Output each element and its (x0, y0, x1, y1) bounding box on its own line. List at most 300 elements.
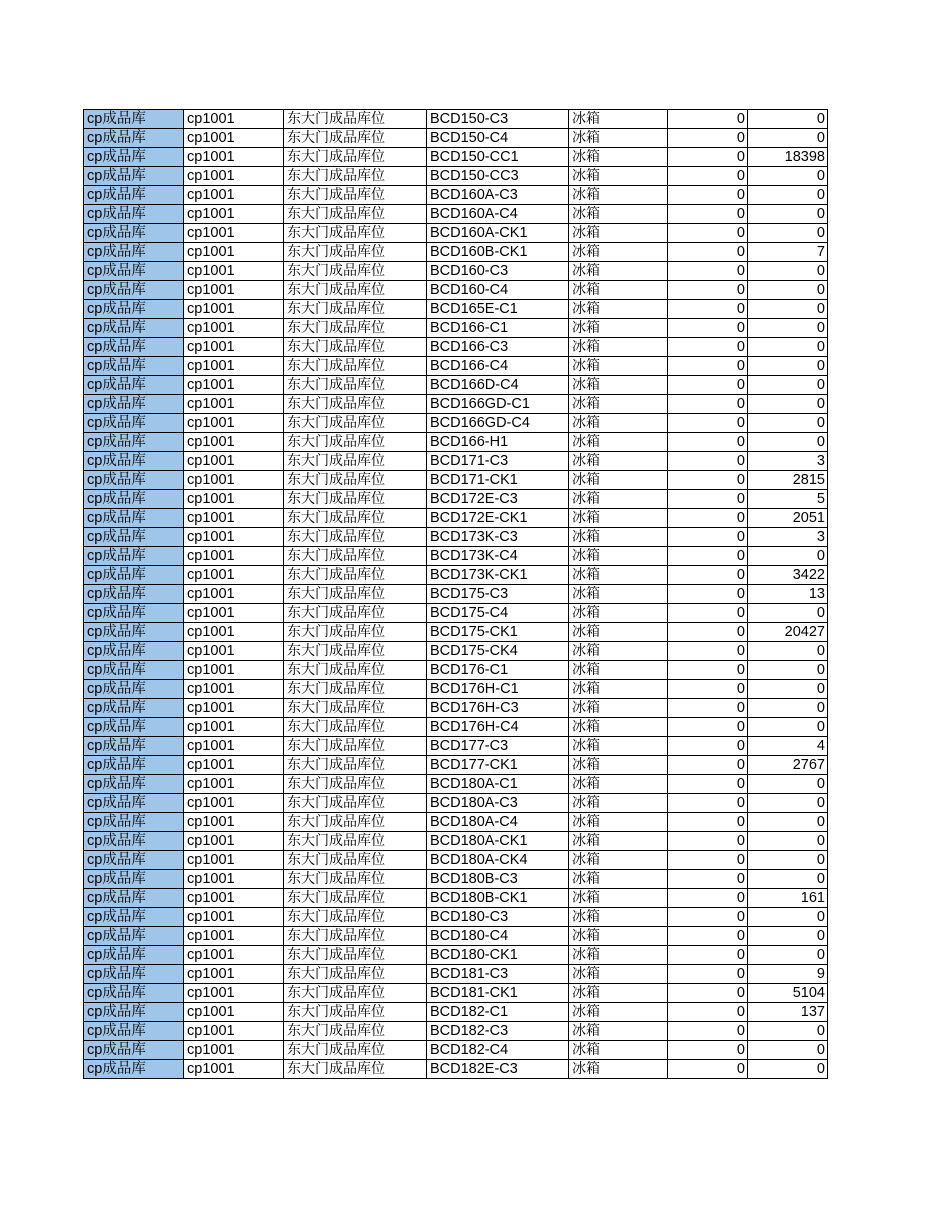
qty-a-cell[interactable]: 0 (668, 509, 748, 528)
model-cell[interactable]: BCD180-C4 (427, 927, 569, 946)
qty-b-cell[interactable]: 0 (748, 1022, 828, 1041)
qty-a-cell[interactable]: 0 (668, 737, 748, 756)
warehouse-cell[interactable]: cp成品库 (84, 509, 184, 528)
location-cell[interactable]: 东大门成品库位 (284, 604, 427, 623)
location-cell[interactable]: 东大门成品库位 (284, 148, 427, 167)
model-cell[interactable]: BCD177-CK1 (427, 756, 569, 775)
category-cell[interactable]: 冰箱 (569, 528, 668, 547)
qty-b-cell[interactable]: 0 (748, 224, 828, 243)
warehouse-code-cell[interactable]: cp1001 (184, 851, 284, 870)
location-cell[interactable]: 东大门成品库位 (284, 699, 427, 718)
location-cell[interactable]: 东大门成品库位 (284, 794, 427, 813)
warehouse-code-cell[interactable]: cp1001 (184, 832, 284, 851)
warehouse-cell[interactable]: cp成品库 (84, 1003, 184, 1022)
category-cell[interactable]: 冰箱 (569, 680, 668, 699)
model-cell[interactable]: BCD175-C3 (427, 585, 569, 604)
category-cell[interactable]: 冰箱 (569, 1041, 668, 1060)
location-cell[interactable]: 东大门成品库位 (284, 566, 427, 585)
warehouse-cell[interactable]: cp成品库 (84, 623, 184, 642)
model-cell[interactable]: BCD175-CK4 (427, 642, 569, 661)
qty-b-cell[interactable]: 0 (748, 205, 828, 224)
qty-b-cell[interactable]: 0 (748, 908, 828, 927)
category-cell[interactable]: 冰箱 (569, 794, 668, 813)
qty-a-cell[interactable]: 0 (668, 167, 748, 186)
qty-a-cell[interactable]: 0 (668, 1060, 748, 1079)
category-cell[interactable]: 冰箱 (569, 243, 668, 262)
qty-b-cell[interactable]: 5104 (748, 984, 828, 1003)
warehouse-cell[interactable]: cp成品库 (84, 205, 184, 224)
model-cell[interactable]: BCD171-C3 (427, 452, 569, 471)
qty-a-cell[interactable]: 0 (668, 984, 748, 1003)
qty-a-cell[interactable]: 0 (668, 604, 748, 623)
qty-b-cell[interactable]: 2767 (748, 756, 828, 775)
qty-a-cell[interactable]: 0 (668, 927, 748, 946)
warehouse-code-cell[interactable]: cp1001 (184, 794, 284, 813)
category-cell[interactable]: 冰箱 (569, 908, 668, 927)
category-cell[interactable]: 冰箱 (569, 414, 668, 433)
warehouse-cell[interactable]: cp成品库 (84, 300, 184, 319)
qty-a-cell[interactable]: 0 (668, 1022, 748, 1041)
qty-a-cell[interactable]: 0 (668, 129, 748, 148)
category-cell[interactable]: 冰箱 (569, 490, 668, 509)
warehouse-cell[interactable]: cp成品库 (84, 661, 184, 680)
location-cell[interactable]: 东大门成品库位 (284, 813, 427, 832)
category-cell[interactable]: 冰箱 (569, 1022, 668, 1041)
warehouse-cell[interactable]: cp成品库 (84, 965, 184, 984)
model-cell[interactable]: BCD181-CK1 (427, 984, 569, 1003)
category-cell[interactable]: 冰箱 (569, 813, 668, 832)
warehouse-code-cell[interactable]: cp1001 (184, 1060, 284, 1079)
qty-a-cell[interactable]: 0 (668, 870, 748, 889)
qty-a-cell[interactable]: 0 (668, 623, 748, 642)
qty-a-cell[interactable]: 0 (668, 471, 748, 490)
category-cell[interactable]: 冰箱 (569, 186, 668, 205)
category-cell[interactable]: 冰箱 (569, 851, 668, 870)
location-cell[interactable]: 东大门成品库位 (284, 471, 427, 490)
location-cell[interactable]: 东大门成品库位 (284, 1003, 427, 1022)
location-cell[interactable]: 东大门成品库位 (284, 452, 427, 471)
model-cell[interactable]: BCD160A-CK1 (427, 224, 569, 243)
category-cell[interactable]: 冰箱 (569, 927, 668, 946)
qty-b-cell[interactable]: 0 (748, 319, 828, 338)
qty-a-cell[interactable]: 0 (668, 718, 748, 737)
qty-a-cell[interactable]: 0 (668, 452, 748, 471)
category-cell[interactable]: 冰箱 (569, 1060, 668, 1079)
warehouse-code-cell[interactable]: cp1001 (184, 680, 284, 699)
category-cell[interactable]: 冰箱 (569, 737, 668, 756)
model-cell[interactable]: BCD173K-CK1 (427, 566, 569, 585)
warehouse-cell[interactable]: cp成品库 (84, 699, 184, 718)
warehouse-code-cell[interactable]: cp1001 (184, 167, 284, 186)
warehouse-cell[interactable]: cp成品库 (84, 984, 184, 1003)
model-cell[interactable]: BCD176-C1 (427, 661, 569, 680)
qty-b-cell[interactable]: 5 (748, 490, 828, 509)
model-cell[interactable]: BCD177-C3 (427, 737, 569, 756)
model-cell[interactable]: BCD180A-CK4 (427, 851, 569, 870)
location-cell[interactable]: 东大门成品库位 (284, 338, 427, 357)
qty-a-cell[interactable]: 0 (668, 1003, 748, 1022)
qty-b-cell[interactable]: 2815 (748, 471, 828, 490)
qty-a-cell[interactable]: 0 (668, 262, 748, 281)
model-cell[interactable]: BCD175-C4 (427, 604, 569, 623)
category-cell[interactable]: 冰箱 (569, 129, 668, 148)
location-cell[interactable]: 东大门成品库位 (284, 129, 427, 148)
model-cell[interactable]: BCD173K-C4 (427, 547, 569, 566)
category-cell[interactable]: 冰箱 (569, 167, 668, 186)
qty-a-cell[interactable]: 0 (668, 414, 748, 433)
warehouse-code-cell[interactable]: cp1001 (184, 357, 284, 376)
warehouse-cell[interactable]: cp成品库 (84, 186, 184, 205)
category-cell[interactable]: 冰箱 (569, 509, 668, 528)
warehouse-code-cell[interactable]: cp1001 (184, 452, 284, 471)
warehouse-cell[interactable]: cp成品库 (84, 775, 184, 794)
warehouse-cell[interactable]: cp成品库 (84, 148, 184, 167)
warehouse-cell[interactable]: cp成品库 (84, 547, 184, 566)
category-cell[interactable]: 冰箱 (569, 832, 668, 851)
warehouse-cell[interactable]: cp成品库 (84, 585, 184, 604)
location-cell[interactable]: 东大门成品库位 (284, 357, 427, 376)
warehouse-code-cell[interactable]: cp1001 (184, 984, 284, 1003)
location-cell[interactable]: 东大门成品库位 (284, 1022, 427, 1041)
location-cell[interactable]: 东大门成品库位 (284, 395, 427, 414)
qty-a-cell[interactable]: 0 (668, 965, 748, 984)
location-cell[interactable]: 东大门成品库位 (284, 167, 427, 186)
warehouse-code-cell[interactable]: cp1001 (184, 604, 284, 623)
qty-b-cell[interactable]: 0 (748, 699, 828, 718)
qty-a-cell[interactable]: 0 (668, 566, 748, 585)
warehouse-code-cell[interactable]: cp1001 (184, 661, 284, 680)
warehouse-code-cell[interactable]: cp1001 (184, 338, 284, 357)
category-cell[interactable]: 冰箱 (569, 756, 668, 775)
qty-a-cell[interactable]: 0 (668, 243, 748, 262)
model-cell[interactable]: BCD182-C3 (427, 1022, 569, 1041)
warehouse-cell[interactable]: cp成品库 (84, 1041, 184, 1060)
warehouse-code-cell[interactable]: cp1001 (184, 300, 284, 319)
category-cell[interactable]: 冰箱 (569, 110, 668, 129)
qty-b-cell[interactable]: 20427 (748, 623, 828, 642)
warehouse-code-cell[interactable]: cp1001 (184, 566, 284, 585)
warehouse-cell[interactable]: cp成品库 (84, 528, 184, 547)
warehouse-code-cell[interactable]: cp1001 (184, 1022, 284, 1041)
qty-a-cell[interactable]: 0 (668, 338, 748, 357)
model-cell[interactable]: BCD150-CC1 (427, 148, 569, 167)
category-cell[interactable]: 冰箱 (569, 699, 668, 718)
warehouse-code-cell[interactable]: cp1001 (184, 870, 284, 889)
model-cell[interactable]: BCD166-C3 (427, 338, 569, 357)
warehouse-cell[interactable]: cp成品库 (84, 927, 184, 946)
qty-b-cell[interactable]: 0 (748, 642, 828, 661)
model-cell[interactable]: BCD172E-C3 (427, 490, 569, 509)
qty-b-cell[interactable]: 13 (748, 585, 828, 604)
location-cell[interactable]: 东大门成品库位 (284, 946, 427, 965)
qty-b-cell[interactable]: 9 (748, 965, 828, 984)
warehouse-code-cell[interactable]: cp1001 (184, 642, 284, 661)
qty-b-cell[interactable]: 0 (748, 338, 828, 357)
warehouse-code-cell[interactable]: cp1001 (184, 376, 284, 395)
warehouse-cell[interactable]: cp成品库 (84, 395, 184, 414)
model-cell[interactable]: BCD176H-C3 (427, 699, 569, 718)
warehouse-cell[interactable]: cp成品库 (84, 490, 184, 509)
warehouse-cell[interactable]: cp成品库 (84, 110, 184, 129)
qty-a-cell[interactable]: 0 (668, 756, 748, 775)
warehouse-cell[interactable]: cp成品库 (84, 680, 184, 699)
warehouse-code-cell[interactable]: cp1001 (184, 699, 284, 718)
model-cell[interactable]: BCD180A-C3 (427, 794, 569, 813)
model-cell[interactable]: BCD166-H1 (427, 433, 569, 452)
location-cell[interactable]: 东大门成品库位 (284, 756, 427, 775)
warehouse-cell[interactable]: cp成品库 (84, 281, 184, 300)
qty-b-cell[interactable]: 0 (748, 870, 828, 889)
qty-b-cell[interactable]: 7 (748, 243, 828, 262)
model-cell[interactable]: BCD180B-CK1 (427, 889, 569, 908)
category-cell[interactable]: 冰箱 (569, 471, 668, 490)
warehouse-code-cell[interactable]: cp1001 (184, 585, 284, 604)
location-cell[interactable]: 东大门成品库位 (284, 509, 427, 528)
qty-b-cell[interactable]: 0 (748, 376, 828, 395)
model-cell[interactable]: BCD182-C4 (427, 1041, 569, 1060)
warehouse-code-cell[interactable]: cp1001 (184, 129, 284, 148)
qty-a-cell[interactable]: 0 (668, 547, 748, 566)
warehouse-code-cell[interactable]: cp1001 (184, 775, 284, 794)
location-cell[interactable]: 东大门成品库位 (284, 718, 427, 737)
category-cell[interactable]: 冰箱 (569, 376, 668, 395)
warehouse-code-cell[interactable]: cp1001 (184, 262, 284, 281)
warehouse-cell[interactable]: cp成品库 (84, 243, 184, 262)
warehouse-cell[interactable]: cp成品库 (84, 908, 184, 927)
qty-a-cell[interactable]: 0 (668, 699, 748, 718)
model-cell[interactable]: BCD166D-C4 (427, 376, 569, 395)
warehouse-cell[interactable]: cp成品库 (84, 889, 184, 908)
qty-a-cell[interactable]: 0 (668, 851, 748, 870)
location-cell[interactable]: 东大门成品库位 (284, 775, 427, 794)
qty-b-cell[interactable]: 0 (748, 946, 828, 965)
location-cell[interactable]: 东大门成品库位 (284, 490, 427, 509)
model-cell[interactable]: BCD150-C3 (427, 110, 569, 129)
category-cell[interactable]: 冰箱 (569, 338, 668, 357)
warehouse-code-cell[interactable]: cp1001 (184, 490, 284, 509)
category-cell[interactable]: 冰箱 (569, 433, 668, 452)
qty-a-cell[interactable]: 0 (668, 832, 748, 851)
warehouse-cell[interactable]: cp成品库 (84, 357, 184, 376)
warehouse-code-cell[interactable]: cp1001 (184, 319, 284, 338)
qty-b-cell[interactable]: 0 (748, 813, 828, 832)
warehouse-code-cell[interactable]: cp1001 (184, 623, 284, 642)
model-cell[interactable]: BCD176H-C1 (427, 680, 569, 699)
location-cell[interactable]: 东大门成品库位 (284, 965, 427, 984)
qty-b-cell[interactable]: 0 (748, 604, 828, 623)
warehouse-code-cell[interactable]: cp1001 (184, 528, 284, 547)
category-cell[interactable]: 冰箱 (569, 661, 668, 680)
location-cell[interactable]: 东大门成品库位 (284, 243, 427, 262)
model-cell[interactable]: BCD160A-C4 (427, 205, 569, 224)
model-cell[interactable]: BCD171-CK1 (427, 471, 569, 490)
warehouse-cell[interactable]: cp成品库 (84, 870, 184, 889)
model-cell[interactable]: BCD182-C1 (427, 1003, 569, 1022)
warehouse-code-cell[interactable]: cp1001 (184, 110, 284, 129)
model-cell[interactable]: BCD182E-C3 (427, 1060, 569, 1079)
location-cell[interactable]: 东大门成品库位 (284, 661, 427, 680)
category-cell[interactable]: 冰箱 (569, 224, 668, 243)
qty-a-cell[interactable]: 0 (668, 889, 748, 908)
warehouse-code-cell[interactable]: cp1001 (184, 148, 284, 167)
qty-a-cell[interactable]: 0 (668, 433, 748, 452)
warehouse-code-cell[interactable]: cp1001 (184, 547, 284, 566)
location-cell[interactable]: 东大门成品库位 (284, 889, 427, 908)
model-cell[interactable]: BCD160-C3 (427, 262, 569, 281)
qty-b-cell[interactable]: 161 (748, 889, 828, 908)
qty-a-cell[interactable]: 0 (668, 794, 748, 813)
location-cell[interactable]: 东大门成品库位 (284, 547, 427, 566)
location-cell[interactable]: 东大门成品库位 (284, 281, 427, 300)
location-cell[interactable]: 东大门成品库位 (284, 1060, 427, 1079)
qty-a-cell[interactable]: 0 (668, 1041, 748, 1060)
category-cell[interactable]: 冰箱 (569, 775, 668, 794)
qty-b-cell[interactable]: 0 (748, 680, 828, 699)
model-cell[interactable]: BCD165E-C1 (427, 300, 569, 319)
category-cell[interactable]: 冰箱 (569, 623, 668, 642)
qty-a-cell[interactable]: 0 (668, 224, 748, 243)
location-cell[interactable]: 东大门成品库位 (284, 832, 427, 851)
qty-a-cell[interactable]: 0 (668, 376, 748, 395)
qty-a-cell[interactable]: 0 (668, 186, 748, 205)
model-cell[interactable]: BCD173K-C3 (427, 528, 569, 547)
category-cell[interactable]: 冰箱 (569, 281, 668, 300)
model-cell[interactable]: BCD180A-C4 (427, 813, 569, 832)
location-cell[interactable]: 东大门成品库位 (284, 414, 427, 433)
qty-a-cell[interactable]: 0 (668, 775, 748, 794)
location-cell[interactable]: 东大门成品库位 (284, 737, 427, 756)
qty-b-cell[interactable]: 0 (748, 357, 828, 376)
model-cell[interactable]: BCD160-C4 (427, 281, 569, 300)
model-cell[interactable]: BCD180-CK1 (427, 946, 569, 965)
warehouse-cell[interactable]: cp成品库 (84, 642, 184, 661)
qty-b-cell[interactable]: 18398 (748, 148, 828, 167)
warehouse-code-cell[interactable]: cp1001 (184, 889, 284, 908)
category-cell[interactable]: 冰箱 (569, 566, 668, 585)
location-cell[interactable]: 东大门成品库位 (284, 851, 427, 870)
category-cell[interactable]: 冰箱 (569, 965, 668, 984)
qty-b-cell[interactable]: 0 (748, 414, 828, 433)
warehouse-cell[interactable]: cp成品库 (84, 851, 184, 870)
warehouse-cell[interactable]: cp成品库 (84, 452, 184, 471)
qty-a-cell[interactable]: 0 (668, 357, 748, 376)
warehouse-code-cell[interactable]: cp1001 (184, 395, 284, 414)
qty-a-cell[interactable]: 0 (668, 300, 748, 319)
warehouse-code-cell[interactable]: cp1001 (184, 813, 284, 832)
model-cell[interactable]: BCD181-C3 (427, 965, 569, 984)
location-cell[interactable]: 东大门成品库位 (284, 319, 427, 338)
category-cell[interactable]: 冰箱 (569, 205, 668, 224)
location-cell[interactable]: 东大门成品库位 (284, 110, 427, 129)
qty-a-cell[interactable]: 0 (668, 319, 748, 338)
qty-b-cell[interactable]: 0 (748, 433, 828, 452)
location-cell[interactable]: 东大门成品库位 (284, 433, 427, 452)
qty-b-cell[interactable]: 0 (748, 832, 828, 851)
warehouse-cell[interactable]: cp成品库 (84, 433, 184, 452)
warehouse-code-cell[interactable]: cp1001 (184, 243, 284, 262)
model-cell[interactable]: BCD175-CK1 (427, 623, 569, 642)
category-cell[interactable]: 冰箱 (569, 395, 668, 414)
category-cell[interactable]: 冰箱 (569, 148, 668, 167)
qty-b-cell[interactable]: 0 (748, 718, 828, 737)
qty-b-cell[interactable]: 0 (748, 1060, 828, 1079)
location-cell[interactable]: 东大门成品库位 (284, 927, 427, 946)
qty-a-cell[interactable]: 0 (668, 528, 748, 547)
warehouse-code-cell[interactable]: cp1001 (184, 908, 284, 927)
qty-b-cell[interactable]: 0 (748, 186, 828, 205)
warehouse-code-cell[interactable]: cp1001 (184, 414, 284, 433)
category-cell[interactable]: 冰箱 (569, 889, 668, 908)
location-cell[interactable]: 东大门成品库位 (284, 585, 427, 604)
qty-a-cell[interactable]: 0 (668, 585, 748, 604)
location-cell[interactable]: 东大门成品库位 (284, 376, 427, 395)
location-cell[interactable]: 东大门成品库位 (284, 870, 427, 889)
qty-b-cell[interactable]: 0 (748, 775, 828, 794)
qty-b-cell[interactable]: 3 (748, 452, 828, 471)
qty-b-cell[interactable]: 0 (748, 110, 828, 129)
category-cell[interactable]: 冰箱 (569, 718, 668, 737)
category-cell[interactable]: 冰箱 (569, 604, 668, 623)
warehouse-cell[interactable]: cp成品库 (84, 167, 184, 186)
model-cell[interactable]: BCD172E-CK1 (427, 509, 569, 528)
model-cell[interactable]: BCD160A-C3 (427, 186, 569, 205)
model-cell[interactable]: BCD150-C4 (427, 129, 569, 148)
category-cell[interactable]: 冰箱 (569, 870, 668, 889)
warehouse-cell[interactable]: cp成品库 (84, 737, 184, 756)
warehouse-cell[interactable]: cp成品库 (84, 224, 184, 243)
qty-b-cell[interactable]: 0 (748, 851, 828, 870)
location-cell[interactable]: 东大门成品库位 (284, 623, 427, 642)
model-cell[interactable]: BCD180A-CK1 (427, 832, 569, 851)
warehouse-code-cell[interactable]: cp1001 (184, 205, 284, 224)
warehouse-cell[interactable]: cp成品库 (84, 319, 184, 338)
model-cell[interactable]: BCD166-C1 (427, 319, 569, 338)
warehouse-cell[interactable]: cp成品库 (84, 1022, 184, 1041)
category-cell[interactable]: 冰箱 (569, 547, 668, 566)
warehouse-cell[interactable]: cp成品库 (84, 566, 184, 585)
warehouse-code-cell[interactable]: cp1001 (184, 509, 284, 528)
location-cell[interactable]: 东大门成品库位 (284, 262, 427, 281)
warehouse-code-cell[interactable]: cp1001 (184, 946, 284, 965)
model-cell[interactable]: BCD166GD-C4 (427, 414, 569, 433)
qty-b-cell[interactable]: 0 (748, 927, 828, 946)
model-cell[interactable]: BCD160B-CK1 (427, 243, 569, 262)
category-cell[interactable]: 冰箱 (569, 300, 668, 319)
qty-a-cell[interactable]: 0 (668, 946, 748, 965)
warehouse-code-cell[interactable]: cp1001 (184, 224, 284, 243)
qty-b-cell[interactable]: 3 (748, 528, 828, 547)
warehouse-cell[interactable]: cp成品库 (84, 946, 184, 965)
location-cell[interactable]: 东大门成品库位 (284, 642, 427, 661)
qty-a-cell[interactable]: 0 (668, 813, 748, 832)
qty-a-cell[interactable]: 0 (668, 110, 748, 129)
model-cell[interactable]: BCD176H-C4 (427, 718, 569, 737)
qty-a-cell[interactable]: 0 (668, 661, 748, 680)
qty-b-cell[interactable]: 0 (748, 262, 828, 281)
category-cell[interactable]: 冰箱 (569, 946, 668, 965)
warehouse-code-cell[interactable]: cp1001 (184, 927, 284, 946)
warehouse-cell[interactable]: cp成品库 (84, 794, 184, 813)
category-cell[interactable]: 冰箱 (569, 984, 668, 1003)
location-cell[interactable]: 东大门成品库位 (284, 1041, 427, 1060)
warehouse-code-cell[interactable]: cp1001 (184, 433, 284, 452)
location-cell[interactable]: 东大门成品库位 (284, 205, 427, 224)
qty-a-cell[interactable]: 0 (668, 680, 748, 699)
qty-b-cell[interactable]: 0 (748, 129, 828, 148)
warehouse-cell[interactable]: cp成品库 (84, 604, 184, 623)
warehouse-cell[interactable]: cp成品库 (84, 756, 184, 775)
warehouse-cell[interactable]: cp成品库 (84, 718, 184, 737)
